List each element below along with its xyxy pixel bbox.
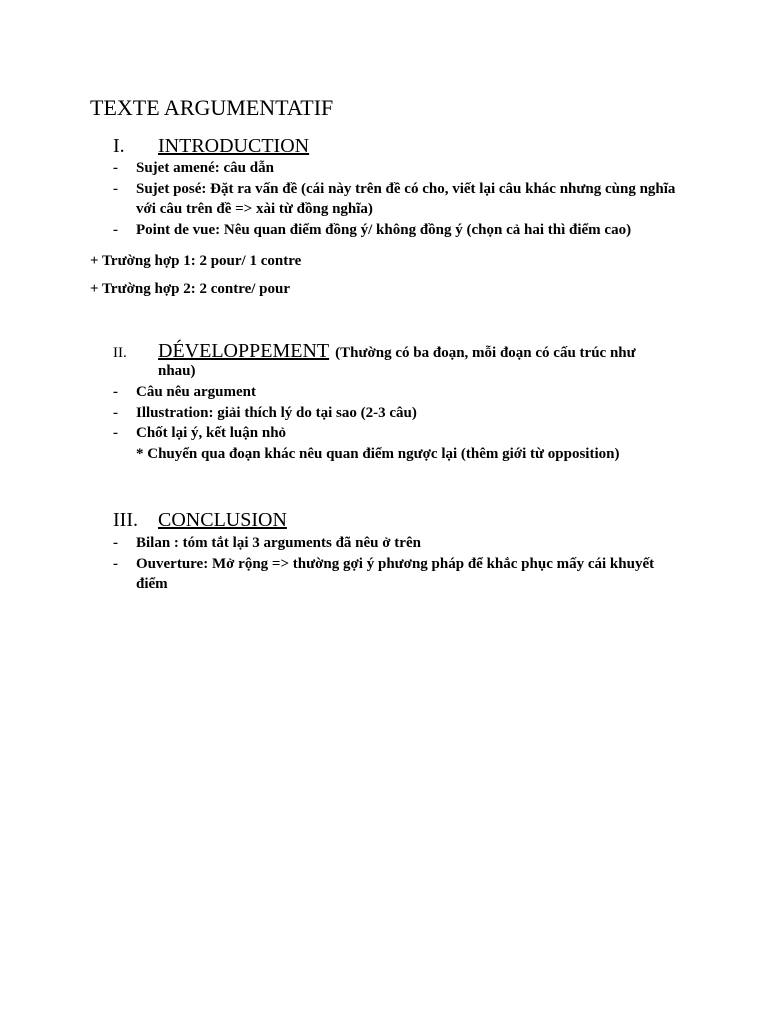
list-item bbox=[113, 403, 693, 424]
introduction-list bbox=[113, 158, 693, 240]
section-conclusion-heading bbox=[113, 506, 287, 533]
list-item-text: Illustration: giải thích lý do tại sao (2-3 câu) bbox=[136, 404, 417, 421]
list-item bbox=[113, 382, 693, 403]
bullet-dash: - bbox=[113, 384, 118, 400]
list-item bbox=[113, 158, 693, 179]
bullet-dash: - bbox=[113, 535, 118, 551]
conclusion-list bbox=[113, 533, 673, 595]
section-numeral: I. bbox=[113, 135, 125, 157]
developpement-list bbox=[113, 382, 693, 464]
document-title: TEXTE ARGUMENTATIF bbox=[90, 95, 334, 120]
section-introduction-heading bbox=[113, 132, 309, 159]
list-item-text: Sujet posé: Đặt ra vấn đề (cái này trên đề có cho, viết lại câu khác nhưng cùng nghĩa với câu trên đề => xài từ đồng nghĩa) bbox=[136, 180, 676, 217]
section-title: INTRODUCTION bbox=[158, 135, 310, 157]
list-item-text: Chốt lại ý, kết luận nhỏ bbox=[136, 425, 287, 441]
list-item bbox=[113, 179, 693, 220]
section-note-continuation: nhau) bbox=[158, 363, 196, 379]
section-title: DÉVELOPPEMENT bbox=[158, 340, 330, 362]
section-numeral: III. bbox=[113, 509, 138, 531]
list-item bbox=[113, 554, 673, 595]
list-item bbox=[113, 220, 693, 241]
list-item bbox=[113, 533, 673, 554]
list-item-text: Câu nêu argument bbox=[136, 384, 257, 400]
section-note: (Thường có ba đoạn, mỗi đoạn có cấu trúc như bbox=[335, 345, 636, 361]
bullet-dash: - bbox=[113, 404, 118, 421]
section-title: CONCLUSION bbox=[158, 509, 287, 531]
list-item-text: Point de vue: Nêu quan điểm đồng ý/ không đồng ý (chọn cả hai thì điểm cao) bbox=[136, 221, 632, 238]
list-item-text: Sujet amené: câu dẫn bbox=[136, 160, 274, 176]
bullet-dash: - bbox=[113, 160, 118, 176]
transition-note bbox=[113, 444, 693, 465]
list-item-text: Ouverture: Mở rộng => thường gợi ý phương pháp để khắc phục mấy cái khuyết điểm bbox=[136, 555, 655, 592]
bullet-dash: - bbox=[113, 425, 118, 441]
list-item bbox=[113, 423, 693, 444]
case-line-2: + Trường hợp 2: 2 contre/ pour bbox=[90, 281, 291, 297]
bullet-dash: - bbox=[113, 180, 118, 197]
case-line-1: + Trường hợp 1: 2 pour/ 1 contre bbox=[90, 253, 302, 269]
section-numeral: II. bbox=[113, 345, 127, 361]
list-item-text: Bilan : tóm tắt lại 3 arguments đã nêu ở trên bbox=[136, 535, 421, 551]
bullet-dash: - bbox=[113, 221, 118, 238]
transition-note-text: * Chuyển qua đoạn khác nêu quan điểm ngược lại (thêm giới từ opposition) bbox=[136, 445, 620, 462]
bullet-dash: - bbox=[113, 555, 118, 572]
